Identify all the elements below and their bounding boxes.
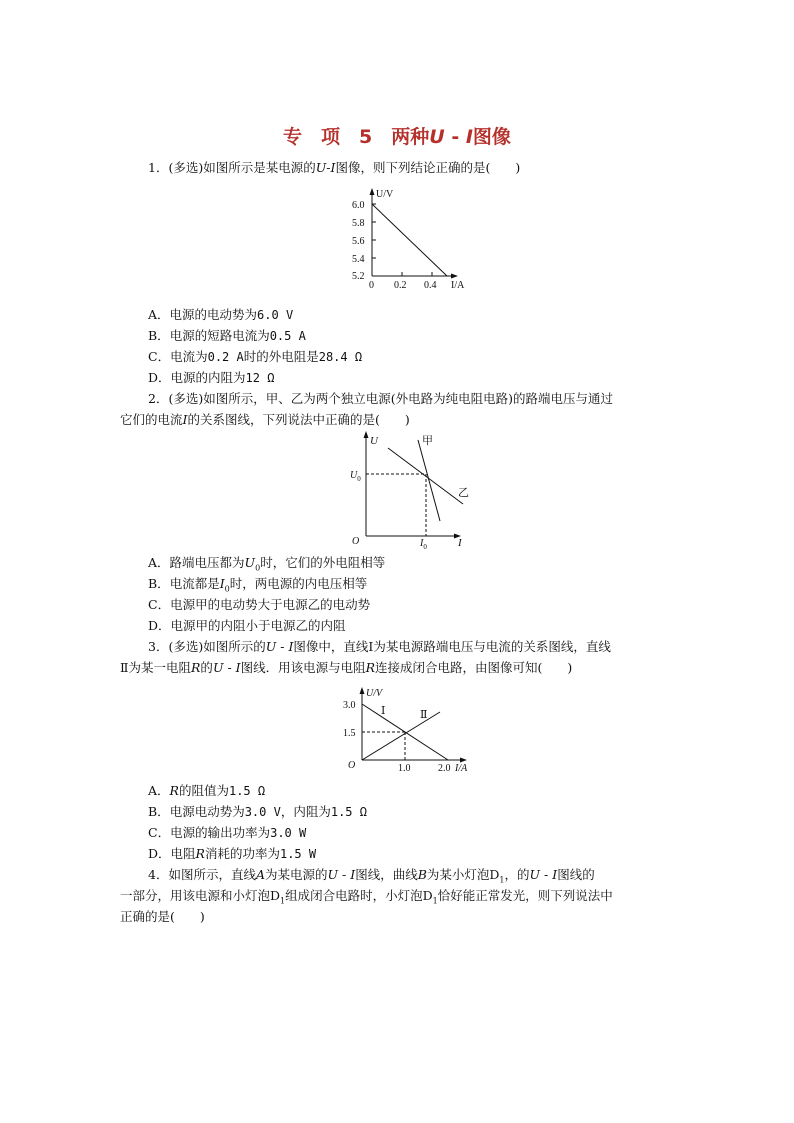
q2-option-a: A．路端电压都为$U_0$时，它们的外电阻相等 <box>148 555 386 573</box>
q3-option-d: D．电阻R消耗的功率为1.5 W <box>148 846 317 861</box>
q1-option-b: B．电源的短路电流为0.5 A <box>148 328 306 343</box>
q3-option-a: A．R的阻值为1.5 Ω <box>148 783 266 798</box>
q1-y-axis-label: U/V <box>376 189 394 200</box>
question-3-stem-line1: 3．(多选)如图所示的U - I图像中，直线Ⅰ为某电源路端电压与电流的关系图线，直线 <box>148 639 611 654</box>
q3-line-label-1: Ⅰ <box>381 705 386 717</box>
q2-option-c: C．电源甲的电动势大于电源乙的电动势 <box>148 597 371 612</box>
q1-y-tick: 5.8 <box>352 218 365 229</box>
q2-option-b: B．电流都是$I_0$时，两电源的内电压相等 <box>148 576 368 594</box>
question-4-stem-line1: 4．如图所示，直线A为某电源的U - I图线，曲线B为某小灯泡$D_1$，的U - I图线的 <box>148 867 595 885</box>
question-3-stem-line2: Ⅱ为某一电阻R的U - I图线．用该电源与电阻R连接成闭合电路，由图像可知( ) <box>120 660 573 675</box>
q2-y-axis-label: U <box>370 435 378 447</box>
question-1-stem: 1．(多选)如图所示是某电源的U-I图像，则下列结论正确的是( ) <box>148 160 521 175</box>
q3-option-b: B．电源电动势为3.0 V，内阻为1.5 Ω <box>148 804 367 819</box>
q1-y-tick: 5.2 <box>352 271 365 282</box>
q3-x-axis-label: I/A <box>455 763 468 774</box>
q1-x-tick: 0.4 <box>424 280 437 291</box>
q1-y-tick: 5.4 <box>352 254 365 265</box>
q1-x-tick: 0 <box>369 280 374 291</box>
q1-option-a: A．电源的电动势为6.0 V <box>148 307 294 322</box>
q2-option-d: D．电源甲的内阻小于电源乙的内阻 <box>148 618 346 633</box>
question-4-stem-line2: 一部分，用该电源和小灯泡$D_1$组成闭合电路时，小灯泡$D_1$恰好能正常发光，则下列说法中 <box>120 888 613 906</box>
q2-label-jia: 甲 <box>422 435 433 447</box>
question-2-stem-line1: 2．(多选)如图所示，甲、乙为两个独立电源(外电路为纯电阻电路)的路端电压与通过 <box>148 391 613 406</box>
question-2-stem-line2: 它们的电流I的关系图线，下列说法中正确的是( ) <box>120 412 410 427</box>
q2-x-axis-label: I <box>458 537 462 549</box>
question-4-stem-line3: 正确的是( ) <box>120 909 205 924</box>
q2-i0-label: $I_0$ <box>420 538 427 551</box>
q1-option-d: D．电源的内阻为12 Ω <box>148 370 275 385</box>
q3-ui-graph <box>340 686 470 778</box>
q1-x-axis-label: I/A <box>451 280 465 291</box>
q3-x-tick: 1.0 <box>398 763 411 774</box>
q3-origin: O <box>348 760 356 771</box>
q3-line-label-2: Ⅱ <box>420 709 428 721</box>
q1-ui-graph <box>352 188 465 291</box>
q3-x-tick: 2.0 <box>438 763 451 774</box>
q3-y-tick: 3.0 <box>343 700 356 711</box>
q3-y-tick: 1.5 <box>343 728 356 739</box>
q3-option-c: C．电源的输出功率为3.0 W <box>148 825 307 840</box>
q1-x-tick: 0.2 <box>394 280 407 291</box>
page-title: 专 项 5 两种U - I图像 <box>283 126 511 148</box>
q2-ui-graph <box>348 430 478 550</box>
q1-y-tick: 6.0 <box>352 200 365 211</box>
q2-u0-label: $U_0$ <box>350 470 361 483</box>
q3-y-axis-label: U/V <box>366 688 383 699</box>
q2-origin: O <box>352 536 360 547</box>
q2-label-yi: 乙 <box>458 487 469 499</box>
q1-y-tick: 5.6 <box>352 236 365 247</box>
q1-option-c: C．电流为0.2 A时的外电阻是28.4 Ω <box>148 349 363 364</box>
